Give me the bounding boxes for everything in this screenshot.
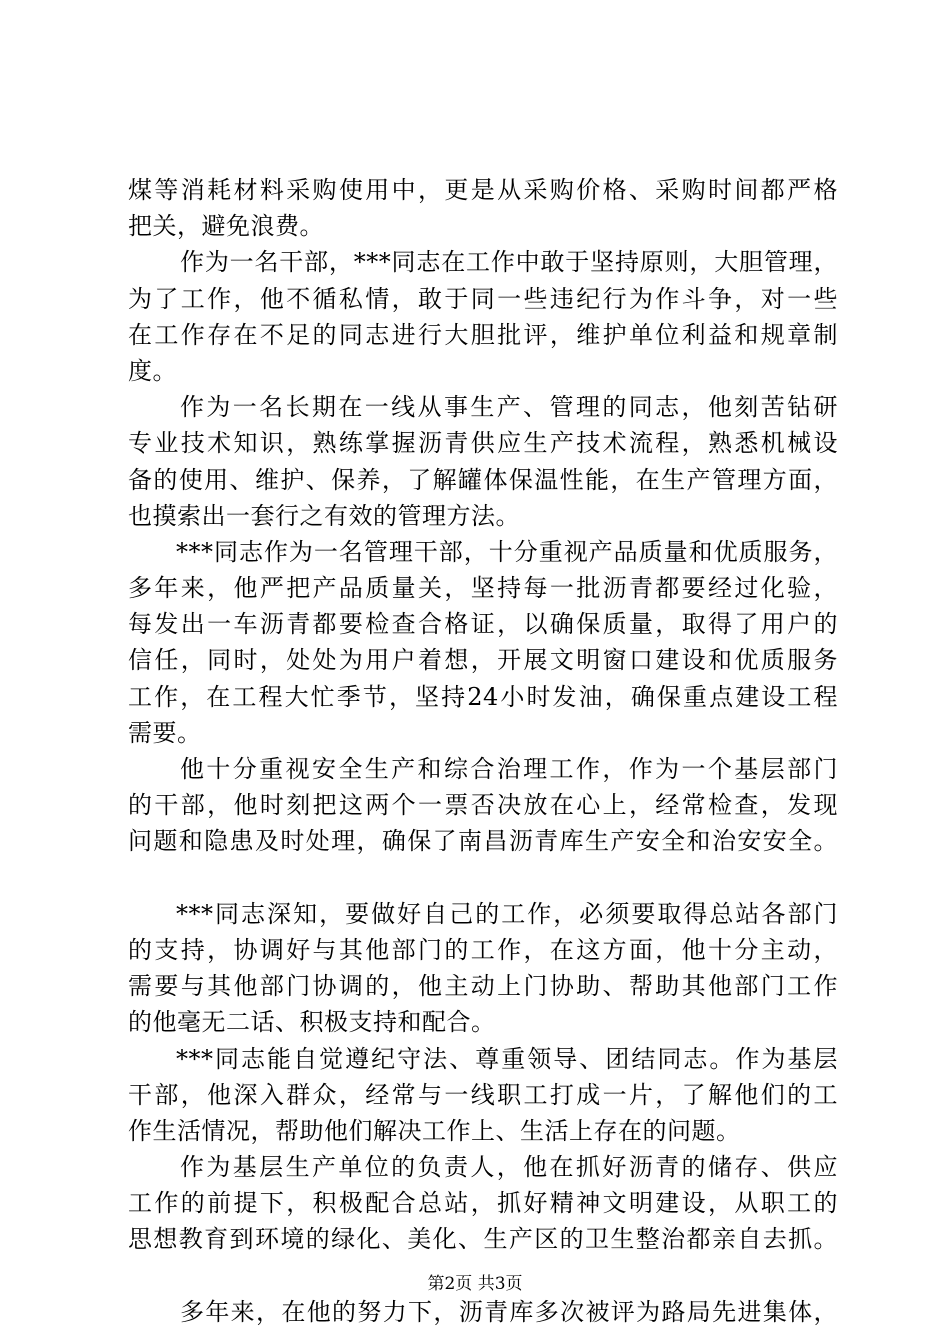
- text-line: 干部，他深入群众，经常与一线职工打成一片，了解他们的工: [128, 1080, 838, 1109]
- text-line: 为了工作，他不循私情，敢于同一些违纪行为作斗争，对一些: [128, 284, 838, 313]
- text-line: 作生活情况，帮助他们解决工作上、生活上存在的问题。: [128, 1116, 741, 1145]
- text-line: 需要。: [128, 718, 202, 747]
- text-line: 他十分重视安全生产和综合治理工作，作为一个基层部门: [180, 755, 838, 783]
- text-line: 的他毫无二话、积极支持和配合。: [128, 1008, 496, 1037]
- text-line: 煤等消耗材料采购使用中，更是从采购价格、采购时间都严格: [128, 176, 838, 204]
- text-line: 每发出一车沥青都要检查合格证，以确保质量，取得了用户的: [128, 610, 838, 639]
- text-line: 也摸索出一套行之有效的管理方法。: [128, 501, 520, 530]
- blank-line: [128, 860, 838, 896]
- text-line: 专业技术知识，熟练掌握沥青供应生产技术流程，熟悉机械设: [128, 429, 838, 458]
- text-line: 需要与其他部门协调的，他主动上门协助、帮助其他部门工作: [128, 972, 838, 1001]
- text-line: 信任，同时，处处为用户着想，开展文明窗口建设和优质服务: [128, 646, 838, 675]
- text-line: ***同志能自觉遵纪守法、尊重领导、团结同志。作为基层: [176, 1044, 838, 1073]
- text-line: 的干部，他时刻把这两个一票否决放在心上，经常检查，发现: [128, 791, 838, 820]
- text-line: 备的使用、维护、保养，了解罐体保温性能，在生产管理方面，: [128, 465, 838, 494]
- text-line: 在工作存在不足的同志进行大胆批评，维护单位利益和规章制: [128, 320, 838, 349]
- document-body: [128, 172, 838, 1330]
- text-line: 思想教育到环境的绿化、美化、生产区的卫生整治都亲自去抓。: [128, 1225, 838, 1254]
- text-line: ***同志深知，要做好自己的工作，必须要取得总站各部门: [176, 899, 838, 928]
- text-line: 的支持，协调好与其他部门的工作，在这方面，他十分主动，: [128, 935, 838, 964]
- text-line: ***同志作为一名管理干部，十分重视产品质量和优质服务，: [176, 537, 838, 566]
- text-line: 作为基层生产单位的负责人，他在抓好沥青的储存、供应: [180, 1153, 838, 1182]
- text-line: 把关，避免浪费。: [128, 212, 324, 241]
- text-line: 度。: [128, 356, 177, 385]
- text-line: 作为一名干部，***同志在工作中敢于坚持原则，大胆管理，: [180, 248, 838, 277]
- text-line: 多年来，他严把产品质量关，坚持每一批沥青都要经过化验，: [128, 574, 838, 603]
- text-line: 问题和隐患及时处理，确保了南昌沥青库生产安全和治安安全。: [128, 827, 838, 856]
- text-line: 多年来，在他的努力下，沥青库多次被评为路局先进集体，: [180, 1297, 838, 1326]
- text-line: 工作的前提下，积极配合总站，抓好精神文明建设，从职工的: [128, 1189, 838, 1218]
- page-footer: 第2页 共3页: [427, 1274, 523, 1294]
- text-line: 工作，在工程大忙季节，坚持24小时发油，确保重点建设工程: [128, 682, 838, 711]
- text-line: 作为一名长期在一线从事生产、管理的同志，他刻苦钻研: [180, 393, 838, 422]
